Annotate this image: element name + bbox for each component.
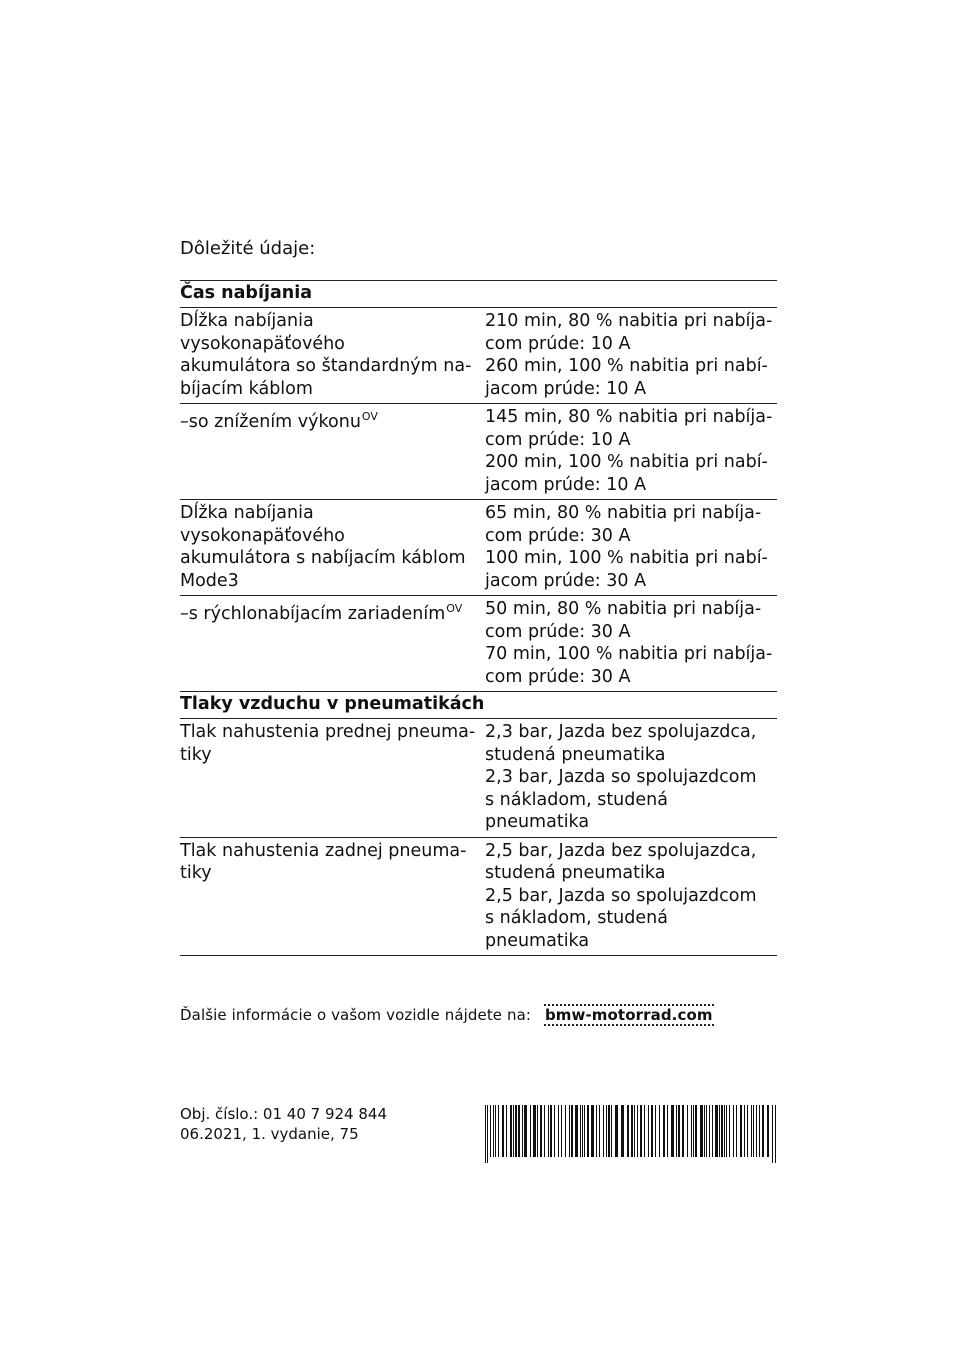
barcode-bar xyxy=(627,1105,629,1157)
value-line: s nákladom, studená pneumatika xyxy=(485,908,668,951)
value-line: 260 min, 100 % nabitia pri nabí- xyxy=(485,356,768,376)
label-line: tiky xyxy=(180,744,212,765)
barcode-bar xyxy=(709,1105,710,1157)
row-label xyxy=(180,721,485,834)
barcode-bar xyxy=(608,1105,610,1157)
barcode-bar xyxy=(591,1105,594,1157)
barcode-bar xyxy=(682,1105,684,1157)
barcode-bar xyxy=(724,1105,725,1157)
barcode-bar xyxy=(584,1105,585,1157)
barcode-bar xyxy=(571,1105,573,1157)
edition-info: 06.2021, 1. vydanie, 75 xyxy=(180,1125,359,1143)
table-row xyxy=(180,308,777,404)
table-row xyxy=(180,500,777,596)
barcode-bar xyxy=(667,1105,668,1157)
value-line: 2,5 bar, Jazda bez spolujazdca, xyxy=(485,840,757,861)
value-line: 200 min, 100 % nabitia pri nabí- xyxy=(485,452,768,472)
barcode-bar xyxy=(640,1105,642,1157)
page-heading: Dôležité údaje: xyxy=(180,238,316,259)
barcode-bar xyxy=(733,1105,734,1157)
row-value xyxy=(485,406,777,496)
value-line: com prúde: 10 A xyxy=(485,333,631,354)
barcode-bar xyxy=(651,1105,653,1157)
barcode-bar xyxy=(740,1105,742,1157)
row-value xyxy=(485,502,777,592)
value-line: studená pneumatika xyxy=(485,863,666,883)
website-link[interactable]: bmw-motorrad.com xyxy=(544,1006,713,1024)
barcode-bar xyxy=(676,1105,677,1157)
value-line: com prúde: 30 A xyxy=(485,666,631,687)
barcode-bar xyxy=(540,1105,542,1157)
barcode-bar xyxy=(596,1105,597,1157)
value-line: 100 min, 100 % nabitia pri nabí- xyxy=(485,548,768,568)
row-value xyxy=(485,310,777,400)
label-line: Tlak nahustenia zadnej pneuma- xyxy=(180,840,467,861)
barcode-bar xyxy=(490,1105,491,1157)
barcode-bar xyxy=(530,1105,531,1157)
value-line: com prúde: 30 A xyxy=(485,621,631,642)
barcode-bar xyxy=(524,1105,527,1157)
more-info-line xyxy=(180,1006,714,1024)
table-row xyxy=(180,838,777,957)
value-line: 65 min, 80 % nabitia pri nabíja- xyxy=(485,503,762,523)
label-line: Mode3 xyxy=(180,570,239,591)
barcode-bar xyxy=(510,1105,512,1157)
label-line xyxy=(180,598,479,626)
option-marker: OV xyxy=(361,410,378,423)
table-row xyxy=(180,596,777,692)
barcode-bar xyxy=(522,1105,523,1157)
barcode-bar xyxy=(751,1105,752,1157)
value-line: 70 min, 100 % nabitia pri nabíja- xyxy=(485,644,773,664)
label-line: Tlak nahustenia prednej pneuma- xyxy=(180,722,476,742)
barcode-bar xyxy=(558,1105,559,1157)
barcode-bar xyxy=(671,1105,674,1157)
barcode-bar xyxy=(729,1105,730,1157)
value-line: com prúde: 10 A xyxy=(485,429,631,450)
section-title-charging-time: Čas nabíjania xyxy=(180,281,777,308)
value-line: com prúde: 30 A xyxy=(485,525,631,546)
barcode-bar xyxy=(700,1105,703,1157)
section-title-tyre-pressure: Tlaky vzduchu v pneumatikách xyxy=(180,692,777,719)
barcode-bar xyxy=(706,1105,707,1157)
barcode-bar xyxy=(655,1105,656,1157)
barcode-bar xyxy=(767,1105,769,1157)
barcode-bar xyxy=(518,1105,520,1157)
barcode-bar xyxy=(659,1105,660,1157)
barcode-bar xyxy=(493,1105,494,1157)
barcode-bar xyxy=(603,1105,604,1157)
barcode-bar xyxy=(719,1105,720,1157)
barcode-bar xyxy=(548,1105,549,1157)
barcode-bar xyxy=(637,1105,638,1157)
barcode-bar xyxy=(606,1105,607,1157)
barcode-bar xyxy=(747,1105,748,1157)
value-line: jacom prúde: 10 A xyxy=(485,474,647,495)
barcode-bar xyxy=(582,1105,583,1157)
row-value xyxy=(485,598,777,688)
barcode-bar xyxy=(634,1105,635,1157)
barcode-bar xyxy=(498,1105,499,1157)
barcode-bar xyxy=(599,1105,600,1157)
barcode-bar xyxy=(554,1105,555,1157)
row-label xyxy=(180,406,485,496)
barcode-bar xyxy=(615,1105,618,1157)
barcode-bar xyxy=(678,1105,680,1157)
barcode-bar xyxy=(744,1105,745,1157)
barcode-bar xyxy=(575,1105,578,1157)
barcode-bar xyxy=(759,1105,760,1157)
barcode-bar xyxy=(565,1105,566,1157)
barcode-bar xyxy=(712,1105,713,1157)
barcode-bar xyxy=(513,1105,514,1157)
order-number: Obj. číslo.: 01 40 7 924 844 xyxy=(180,1105,387,1123)
barcode-bar xyxy=(726,1105,727,1157)
value-line: 210 min, 80 % nabitia pri nabíja- xyxy=(485,311,773,331)
barcode-bar xyxy=(663,1105,665,1157)
value-line: s nákladom, studená pneumatika xyxy=(485,789,668,832)
value-line: studená pneumatika xyxy=(485,744,666,765)
barcode-bar xyxy=(515,1105,517,1157)
label-line xyxy=(180,406,479,434)
label-line: bíjacím káblom xyxy=(180,378,313,399)
barcode-bar xyxy=(756,1105,757,1157)
label-line: Dĺžka nabíjania vysokonapäťového xyxy=(180,503,345,546)
label-text: –so znížením výkonu xyxy=(180,412,361,432)
barcode-bar xyxy=(715,1105,718,1157)
barcode xyxy=(485,1105,777,1163)
barcode-bar xyxy=(753,1105,754,1157)
value-line: jacom prúde: 10 A xyxy=(485,378,647,399)
row-label xyxy=(180,310,485,400)
barcode-bar xyxy=(721,1105,723,1157)
barcode-bar xyxy=(762,1105,764,1157)
barcode-bar xyxy=(587,1105,589,1157)
barcode-bar xyxy=(693,1105,694,1157)
barcode-bar xyxy=(736,1105,737,1157)
barcode-bar xyxy=(569,1105,570,1157)
barcode-bar xyxy=(611,1105,612,1157)
barcode-bar xyxy=(502,1105,504,1157)
row-label xyxy=(180,502,485,592)
value-line: jacom prúde: 30 A xyxy=(485,570,647,591)
label-line: akumulátora so štandardným na- xyxy=(180,356,472,376)
barcode-bar xyxy=(485,1105,486,1163)
barcode-bar xyxy=(691,1105,692,1157)
barcode-bar xyxy=(533,1105,536,1157)
barcode-bar xyxy=(506,1105,507,1157)
value-line: 2,3 bar, Jazda so spolujazdcom xyxy=(485,767,757,787)
barcode-bar xyxy=(537,1105,538,1157)
barcode-bar xyxy=(695,1105,697,1157)
barcode-bar xyxy=(704,1105,705,1157)
row-label xyxy=(180,840,485,953)
barcode-bar xyxy=(687,1105,688,1157)
barcode-bar xyxy=(580,1105,581,1157)
barcode-bar xyxy=(648,1105,649,1157)
value-line: 50 min, 80 % nabitia pri nabíja- xyxy=(485,599,762,619)
barcode-bar xyxy=(495,1105,496,1157)
value-line: 145 min, 80 % nabitia pri nabíja- xyxy=(485,407,773,427)
label-line: tiky xyxy=(180,863,212,883)
row-label xyxy=(180,598,485,688)
label-text: –s rýchlonabíjacím zariadením xyxy=(180,604,446,624)
table-row xyxy=(180,404,777,500)
barcode-bar xyxy=(631,1105,633,1157)
value-line: 2,3 bar, Jazda bez spolujazdca, xyxy=(485,722,757,742)
specs-table xyxy=(180,280,777,956)
barcode-bar xyxy=(644,1105,645,1157)
barcode-bar xyxy=(550,1105,552,1157)
barcode-bar xyxy=(775,1105,776,1163)
barcode-bar xyxy=(487,1105,488,1163)
label-line: akumulátora s nabíjacím káblom xyxy=(180,548,466,568)
option-marker: OV xyxy=(446,602,463,615)
table-row xyxy=(180,719,777,838)
row-value xyxy=(485,840,777,953)
barcode-bar xyxy=(621,1105,624,1157)
row-value xyxy=(485,721,777,834)
barcode-bar xyxy=(544,1105,545,1157)
barcode-bar xyxy=(772,1105,773,1163)
more-info-text: Ďalšie informácie o vašom vozidle nájdete na: xyxy=(180,1006,532,1024)
label-line: Dĺžka nabíjania vysokonapäťového xyxy=(180,311,345,354)
value-line: 2,5 bar, Jazda so spolujazdcom xyxy=(485,885,757,906)
order-info xyxy=(180,1104,387,1144)
barcode-bar xyxy=(561,1105,562,1157)
